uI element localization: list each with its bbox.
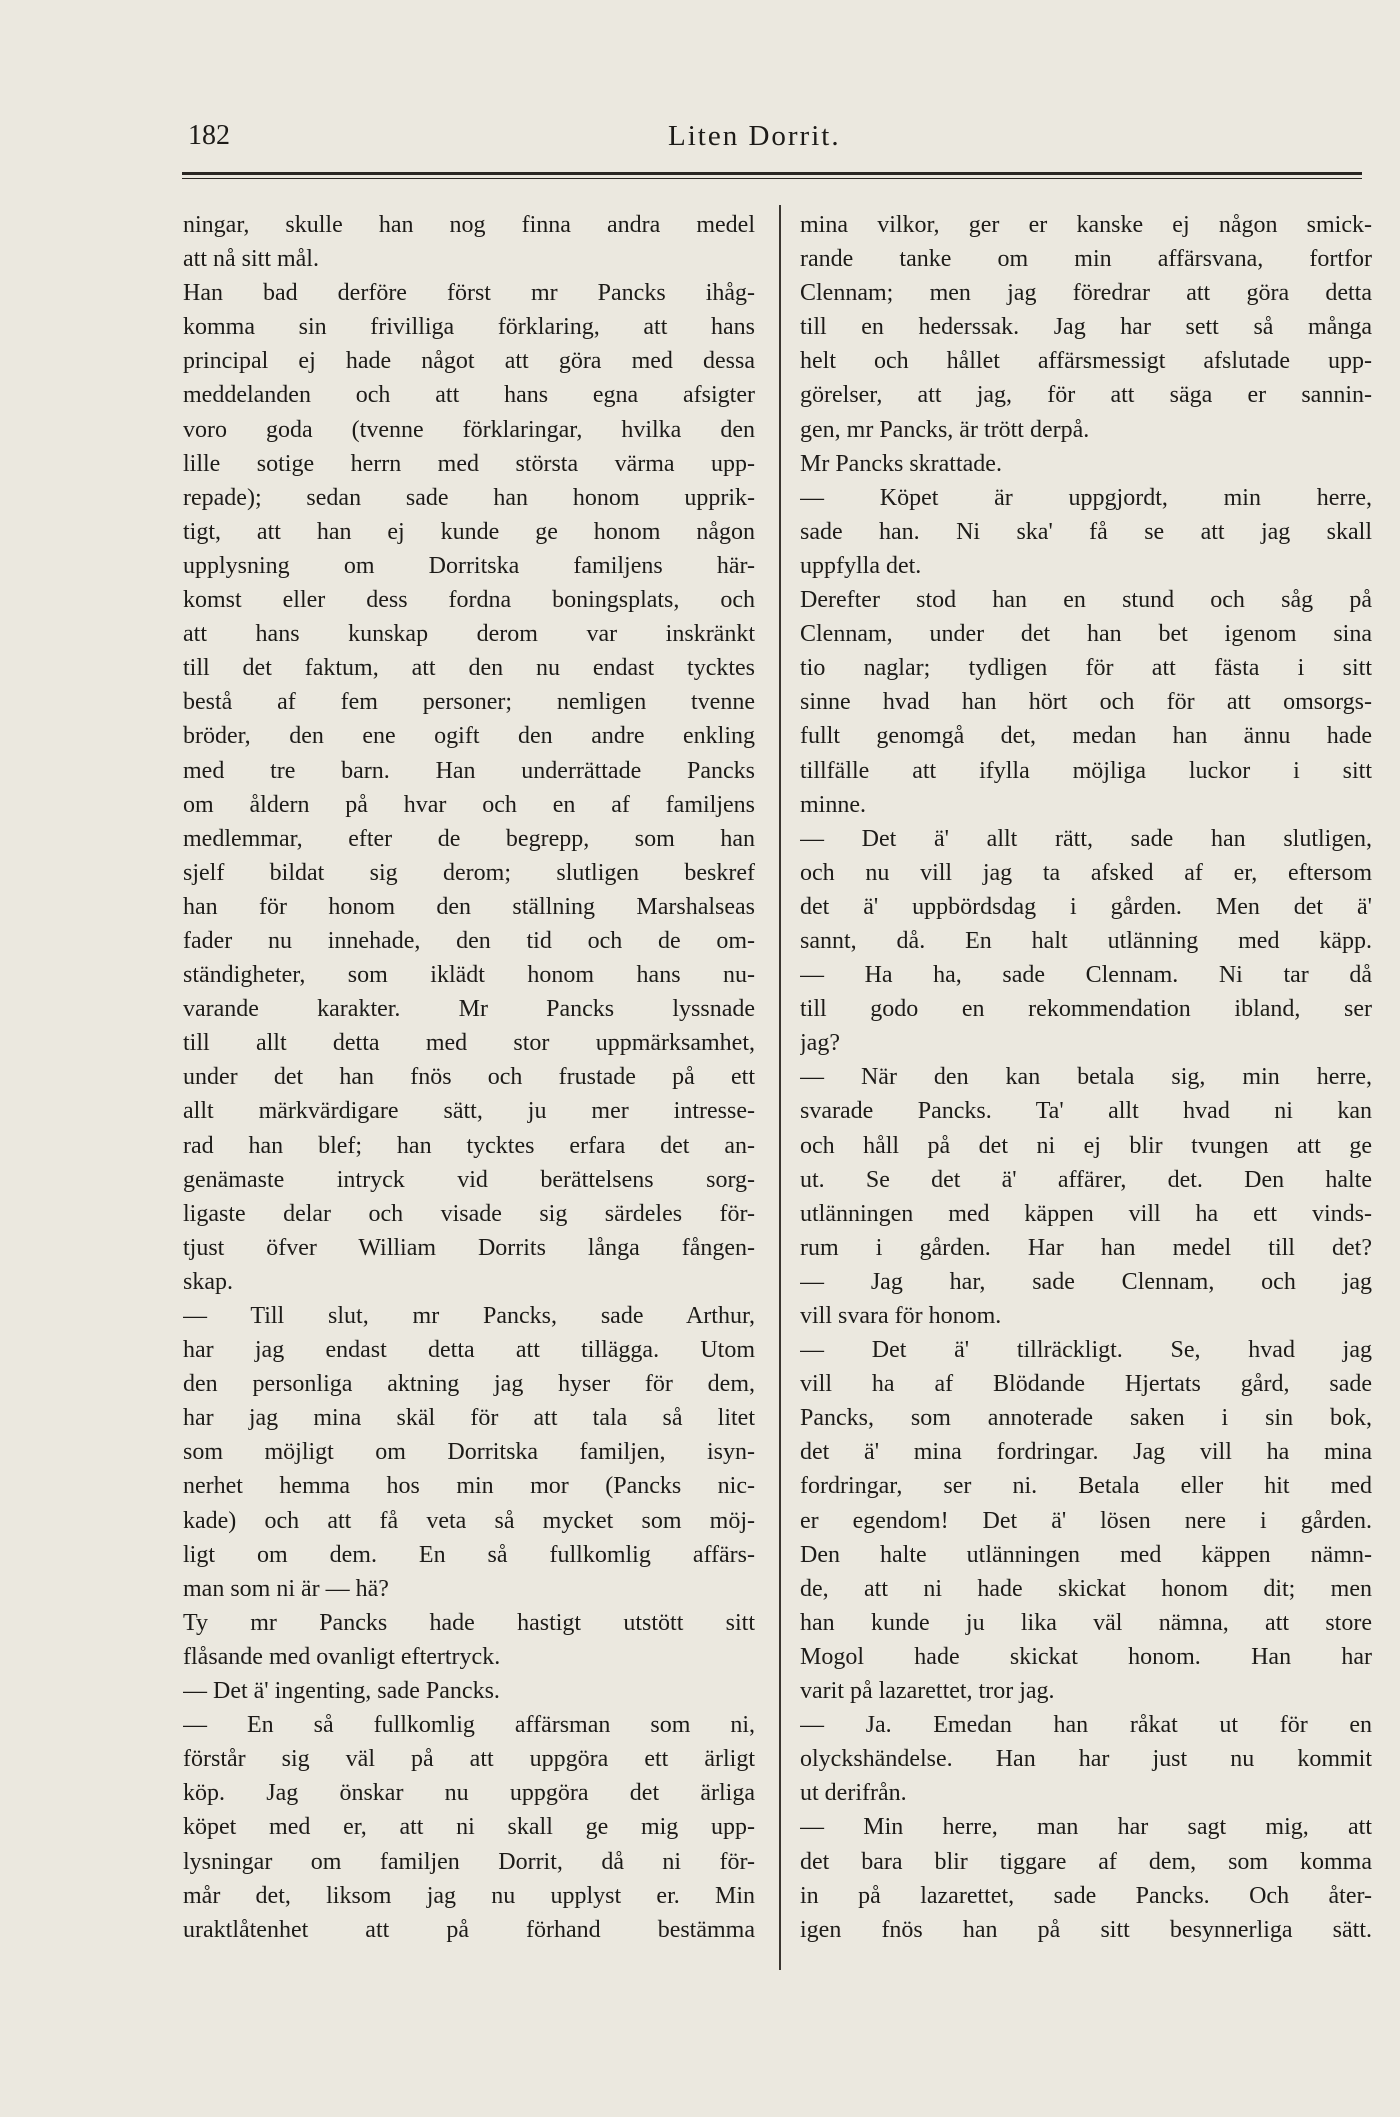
text-line: rande tanke om min affärsvana, fortfor — [800, 246, 1372, 273]
text-line: han för honom den ställning Marshalseas — [183, 893, 755, 920]
text-line: tigt, att han ej kunde ge honom någon — [183, 518, 755, 545]
text-line: Mr Pancks skrattade. — [800, 450, 1002, 477]
text-line: mina vilkor, ger er kanske ej någon smick- — [800, 212, 1372, 238]
text-line: — Ja. Emedan han råkat ut för en — [800, 1712, 1372, 1739]
text-line: han kunde ju lika väl nämna, att store — [800, 1609, 1372, 1636]
text-line: till allt detta med stor uppmärksamhet, — [183, 1030, 755, 1057]
text-line: kade) och att få veta så mycket som möj- — [183, 1507, 755, 1534]
text-line: nerhet hemma hos min mor (Pancks nic- — [183, 1473, 755, 1500]
text-line: uppfylla det. — [800, 552, 922, 579]
text-line: jag? — [800, 1030, 840, 1057]
text-line: under det han fnös och frustade på ett — [183, 1064, 755, 1091]
text-line: fader nu innehade, den tid och de om- — [183, 927, 755, 954]
text-line: medlemmar, efter de begrepp, som han — [183, 825, 755, 852]
text-line: att nå sitt mål. — [183, 246, 319, 273]
text-line: Han bad derföre först mr Pancks ihåg- — [183, 280, 755, 307]
text-line: man som ni är — hä? — [183, 1575, 389, 1602]
text-line: — Köpet är uppgjordt, min herre, — [800, 484, 1372, 511]
text-line: fullt genomgå det, medan han ännu hade — [800, 723, 1372, 750]
text-line: helt och hållet affärsmessigt afslutade upp- — [800, 348, 1372, 375]
text-line: ut. Se det ä' affärer, det. Den halte — [800, 1166, 1372, 1193]
text-line: Derefter stod han en stund och såg på — [800, 587, 1372, 614]
header-rule-thick — [182, 172, 1362, 175]
text-line: — En så fullkomlig affärsman som ni, — [183, 1712, 755, 1739]
running-title: Liten Dorrit. — [668, 120, 841, 152]
page-number: 182 — [188, 120, 230, 151]
text-line: köpet med er, att ni skall ge mig upp- — [183, 1814, 755, 1841]
text-line: Clennam, under det han bet igenom sina — [800, 621, 1372, 648]
text-line: till godo en rekommendation ibland, ser — [800, 996, 1372, 1023]
text-line: Den halte utlänningen med käppen nämn- — [800, 1541, 1372, 1568]
text-line: voro goda (tvenne förklaringar, hvilka den — [183, 416, 755, 443]
text-line: till en hederssak. Jag har sett så många — [800, 314, 1372, 341]
text-line: det ä' uppbördsdag i gården. Men det ä' — [800, 893, 1372, 920]
text-line: med tre barn. Han underrättade Pancks — [183, 757, 755, 784]
text-line: sjelf bildat sig derom; slutligen beskref — [183, 859, 755, 886]
text-line: mår det, liksom jag nu upplyst er. Min — [183, 1882, 755, 1909]
text-line: och nu vill jag ta afsked af er, eftersom — [800, 859, 1372, 886]
text-line: varit på lazarettet, tror jag. — [800, 1678, 1055, 1705]
text-line: — Ha ha, sade Clennam. Ni tar då — [800, 962, 1372, 989]
text-line: igen fnös han på sitt besynnerliga sätt. — [800, 1916, 1372, 1943]
text-line: uraktlåtenhet att på förhand bestämma — [183, 1916, 755, 1943]
text-line: tillfälle att ifylla möjliga luckor i sitt — [800, 757, 1372, 784]
text-line: olyckshändelse. Han har just nu kommit — [800, 1746, 1372, 1773]
text-line: minne. — [800, 791, 866, 818]
text-line: vill svara för honom. — [800, 1303, 1002, 1329]
right-text-column — [800, 208, 1372, 1947]
text-line: görelser, att jag, för att säga er sannin- — [800, 382, 1372, 409]
left-text-column — [183, 208, 755, 1947]
text-line: principal ej hade något att göra med dessa — [183, 348, 755, 375]
text-line: till det faktum, att den nu endast tycktes — [183, 655, 755, 682]
text-line: ligaste delar och visade sig särdeles för- — [183, 1200, 755, 1227]
text-line: som möjligt om Dorritska familjen, isyn- — [183, 1439, 755, 1466]
column-divider — [779, 205, 781, 1970]
text-line: utlänningen med käppen vill ha ett vinds- — [800, 1200, 1372, 1227]
text-line: upplysning om Dorritska familjens här- — [183, 552, 755, 579]
header-rule-thin — [182, 178, 1362, 179]
text-line: bestå af fem personer; nemligen tvenne — [183, 689, 755, 716]
text-line: rad han blef; han tycktes erfara det an- — [183, 1132, 755, 1159]
text-line: meddelanden och att hans egna afsigter — [183, 382, 755, 409]
text-line: har jag endast detta att tillägga. Utom — [183, 1337, 755, 1364]
text-line: Clennam; men jag föredrar att göra detta — [800, 280, 1372, 307]
text-line: in på lazarettet, sade Pancks. Och åter- — [800, 1882, 1372, 1909]
text-line: repade); sedan sade han honom upprik- — [183, 484, 755, 511]
text-line: det ä' mina fordringar. Jag vill ha mina — [800, 1439, 1372, 1466]
text-line: er egendom! Det ä' lösen nere i gården. — [800, 1507, 1372, 1534]
text-line: lille sotige herrn med största värma upp- — [183, 450, 755, 477]
text-line: — Det ä' ingenting, sade Pancks. — [183, 1678, 500, 1705]
text-line: och håll på det ni ej blir tvungen att ge — [800, 1132, 1372, 1159]
text-line: lysningar om familjen Dorrit, då ni för- — [183, 1848, 755, 1875]
text-line: ständigheter, som iklädt honom hans nu- — [183, 962, 755, 989]
text-line: om åldern på hvar och en af familjens — [183, 791, 755, 818]
text-line: ligt om dem. En så fullkomlig affärs- — [183, 1541, 755, 1568]
text-line: Pancks, som annoterade saken i sin bok, — [800, 1405, 1372, 1432]
text-line: — När den kan betala sig, min herre, — [800, 1064, 1372, 1091]
text-line: fordringar, ser ni. Betala eller hit med — [800, 1473, 1372, 1500]
text-line: de, att ni hade skickat honom dit; men — [800, 1575, 1372, 1602]
text-line: allt märkvärdigare sätt, ju mer intresse- — [183, 1098, 755, 1125]
text-line: komst eller dess fordna boningsplats, och — [183, 587, 755, 614]
text-line: att hans kunskap derom var inskränkt — [183, 621, 755, 648]
text-line: varande karakter. Mr Pancks lyssnade — [183, 996, 755, 1023]
text-line: tio naglar; tydligen för att fästa i sitt — [800, 655, 1372, 682]
text-line: sinne hvad han hört och för att omsorgs- — [800, 689, 1372, 716]
text-line: tjust öfver William Dorrits långa fången- — [183, 1234, 755, 1261]
text-line: Ty mr Pancks hade hastigt utstött sitt — [183, 1609, 755, 1636]
text-line: sade han. Ni ska' få se att jag skall — [800, 518, 1372, 545]
text-line: rum i gården. Har han medel till det? — [800, 1234, 1372, 1261]
text-line: — Det ä' tillräckligt. Se, hvad jag — [800, 1337, 1372, 1364]
text-line: köp. Jag önskar nu uppgöra det ärliga — [183, 1780, 755, 1807]
text-line: Mogol hade skickat honom. Han har — [800, 1643, 1372, 1670]
text-line: sannt, då. En halt utlänning med käpp. — [800, 927, 1372, 954]
text-line: bröder, den ene ogift den andre enkling — [183, 723, 755, 750]
text-line: ut derifrån. — [800, 1780, 907, 1807]
text-line: komma sin frivilliga förklaring, att hans — [183, 314, 755, 341]
text-line: svarade Pancks. Ta' allt hvad ni kan — [800, 1098, 1372, 1125]
text-line: förstår sig väl på att uppgöra ett ärligt — [183, 1746, 755, 1773]
text-line: ningar, skulle han nog finna andra medel — [183, 212, 755, 238]
text-line: vill ha af Blödande Hjertats gård, sade — [800, 1371, 1372, 1398]
text-line: — Jag har, sade Clennam, och jag — [800, 1268, 1372, 1295]
text-line: flåsande med ovanligt eftertryck. — [183, 1643, 501, 1670]
page-header — [188, 112, 1358, 162]
text-line: den personliga aktning jag hyser för dem, — [183, 1371, 755, 1398]
text-line: skap. — [183, 1268, 233, 1295]
text-line: det bara blir tiggare af dem, som komma — [800, 1848, 1372, 1875]
text-line: genämaste intryck vid berättelsens sorg- — [183, 1166, 755, 1193]
text-line: — Till slut, mr Pancks, sade Arthur, — [183, 1303, 755, 1329]
text-line: har jag mina skäl för att tala så litet — [183, 1405, 755, 1432]
text-line: gen, mr Pancks, är trött derpå. — [800, 416, 1090, 443]
text-line: — Det ä' allt rätt, sade han slutligen, — [800, 825, 1372, 852]
text-line: — Min herre, man har sagt mig, att — [800, 1814, 1372, 1841]
